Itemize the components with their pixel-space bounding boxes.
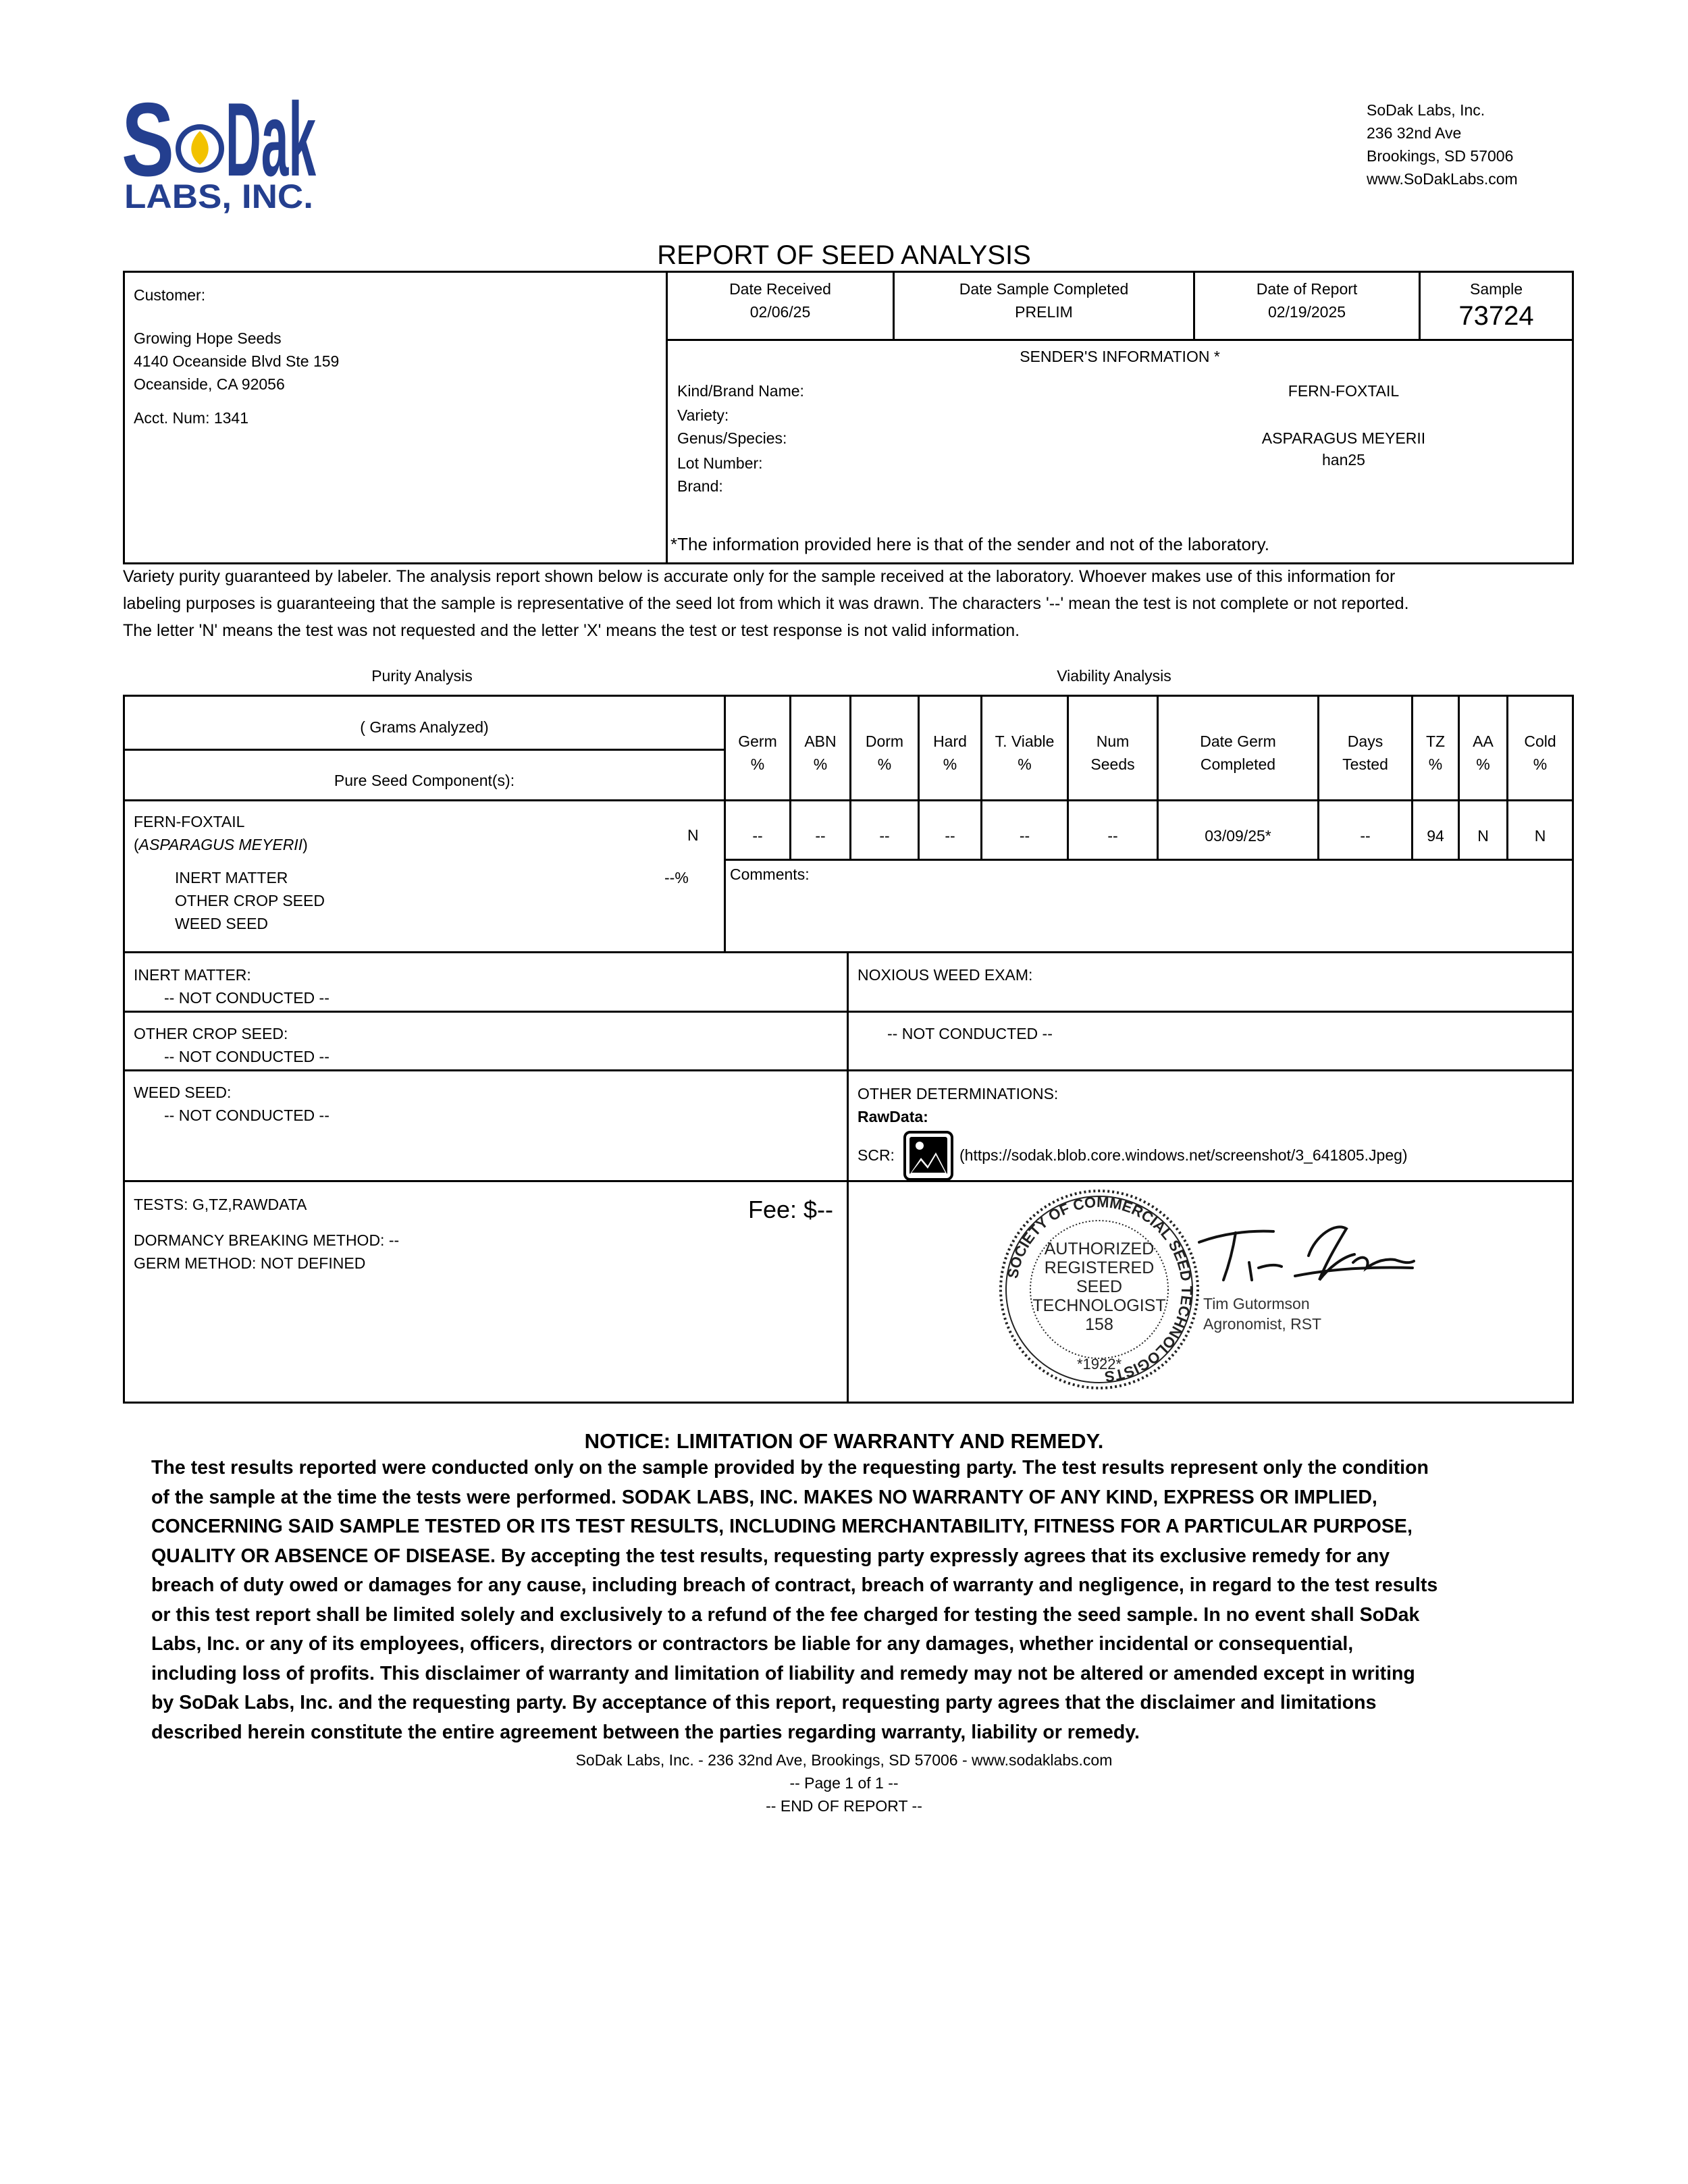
lot-label: Lot Number: <box>677 454 763 472</box>
abn-value: -- <box>815 827 826 845</box>
genus-value: ASPARAGUS MEYERII <box>1261 429 1426 447</box>
logo-subtitle: LABS, INC. <box>124 178 313 215</box>
svg-text:158: 158 <box>1085 1315 1113 1334</box>
col-header-germ: Germ % <box>738 733 777 773</box>
component-latin: (ASPARAGUS MEYERII) <box>134 836 308 853</box>
noxious-weed-label: NOXIOUS WEED EXAM: <box>858 966 1033 984</box>
date-completed-value: PRELIM <box>1015 303 1073 321</box>
customer-name: Growing Hope Seeds <box>134 329 282 347</box>
other-crop-seed-heading: OTHER CROP SEED: <box>134 1025 288 1042</box>
customer-block <box>134 284 339 429</box>
date-of-report-label: Date of Report <box>1256 280 1358 298</box>
lab-address-line: 236 32nd Ave <box>1367 124 1462 142</box>
scr-label: SCR: <box>858 1146 895 1164</box>
component-name: FERN-FOXTAIL <box>134 813 245 830</box>
other-determinations-label: OTHER DETERMINATIONS: <box>858 1085 1059 1102</box>
notice-line: by SoDak Labs, Inc. and the requesting party. By acceptance of this report, requesting party agrees that the disclaimer and limitations <box>151 1692 1377 1713</box>
dormancy-method: DORMANCY BREAKING METHOD: -- <box>134 1231 400 1249</box>
inert-matter-status: -- NOT CONDUCTED -- <box>164 989 329 1007</box>
end-of-report: -- END OF REPORT -- <box>766 1797 922 1815</box>
divider <box>123 1069 1574 1071</box>
col-header-hard: Hard % <box>933 733 967 773</box>
dorm-value: -- <box>879 827 890 845</box>
brand-label: Brand: <box>677 477 723 495</box>
lab-address-line: SoDak Labs, Inc. <box>1367 101 1485 119</box>
col-header-cold: Cold % <box>1524 733 1556 773</box>
col-header-abn: ABN % <box>804 733 837 773</box>
logo-mark <box>122 81 317 215</box>
weed-seed-label: WEED SEED <box>175 915 269 932</box>
date-received-label: Date Received <box>729 280 831 298</box>
notice-line: including loss of profits. This disclaimer of warranty and limitation of liability and remedy may not be altered or amended except in writing <box>151 1662 1415 1684</box>
svg-text:TECHNOLOGIST: TECHNOLOGIST <box>1032 1296 1166 1315</box>
component-purity-value: N <box>687 826 699 844</box>
inert-matter-label: INERT MATTER <box>175 869 288 886</box>
viability-analysis-header: Viability Analysis <box>1057 667 1171 685</box>
date-of-report-value: 02/19/2025 <box>1267 303 1346 321</box>
sample-value: 73724 <box>1458 301 1534 331</box>
notice-line: Labs, Inc. or any of its employees, officers, directors or contractors be liable for any damages, whether incidental or consequential, <box>151 1633 1354 1655</box>
disclaimer-line: The letter 'N' means the test was not requested and the letter 'X' means the test or test response is not valid information. <box>123 621 1020 640</box>
lab-website: www.SoDakLabs.com <box>1367 170 1518 188</box>
divider <box>123 1180 1574 1182</box>
sample-label: Sample <box>1470 280 1523 298</box>
hard-value: -- <box>945 827 955 845</box>
purity-breakdown <box>175 866 325 935</box>
svg-text:REGISTERED: REGISTERED <box>1044 1258 1155 1277</box>
tests-performed: TESTS: G,TZ,RAWDATA <box>134 1196 307 1213</box>
inert-matter-heading: INERT MATTER: <box>134 966 251 984</box>
divider <box>123 1011 1574 1013</box>
notice-line: breach of duty owed or damages for any cause, including breach of contract, breach of warranty and negligence, in regard to the test results <box>151 1574 1438 1596</box>
comments-label: Comments: <box>730 865 810 883</box>
scr-link[interactable]: (https://sodak.blob.core.windows.net/screenshot/3_641805.Jpeg) <box>959 1146 1408 1164</box>
date-of-report <box>1195 277 1419 323</box>
account-number: Acct. Num: 1341 <box>134 409 249 427</box>
lot-value: han25 <box>1322 451 1365 469</box>
methods <box>134 1229 399 1275</box>
t-viable-value: -- <box>1019 827 1030 845</box>
notice-line: of the sample at the time the tests were performed. SODAK LABS, INC. MAKES NO WARRANTY OF ANY KIND, EXPRESS OR IMPLIED, <box>151 1486 1377 1508</box>
svg-text:SEED: SEED <box>1076 1277 1123 1296</box>
col-header-date-germ: Date Germ Completed <box>1200 733 1276 773</box>
kind-label: Kind/Brand Name: <box>677 382 804 400</box>
report-title: REPORT OF SEED ANALYSIS <box>657 240 1031 270</box>
pure-seed-component <box>134 810 308 856</box>
cold-value: N <box>1534 827 1546 845</box>
pure-seed-component-header: Pure Seed Component(s): <box>334 772 515 789</box>
seal-ring-text: SOCIETY OF COMMERCIAL SEED TECHNOLOGISTS <box>1004 1193 1196 1385</box>
col-header-num-seeds: Num Seeds <box>1090 733 1135 773</box>
footer <box>0 1749 1688 1817</box>
num-seeds-value: -- <box>1107 827 1118 845</box>
genus-label: Genus/Species: <box>677 429 787 447</box>
disclaimer-line: labeling purposes is guaranteeing that the sample is representative of the seed lot from which it was drawn. The characters '--' mean the test is not complete or not reported. <box>123 594 1409 613</box>
weed-seed-heading: WEED SEED: <box>134 1084 232 1101</box>
divider <box>123 749 725 751</box>
sodak-logo <box>122 81 317 215</box>
col-header-t-viable: T. Viable % <box>995 733 1055 773</box>
other-crop-seed-section <box>134 1022 329 1068</box>
col-header-aa: AA % <box>1473 733 1494 773</box>
image-icon[interactable] <box>903 1131 953 1181</box>
notice-line: CONCERNING SAID SAMPLE TESTED OR ITS TEST RESULTS, INCLUDING MERCHANTABILITY, FITNESS FOR A PARTICULAR PURPOSE, <box>151 1516 1413 1537</box>
svg-text:*1922*: *1922* <box>1076 1356 1122 1373</box>
notice-title: NOTICE: LIMITATION OF WARRANTY AND REMEDY. <box>584 1429 1104 1453</box>
sender-footnote: *The information provided here is that of the sender and not of the laboratory. <box>670 534 1269 554</box>
notice-line: described herein constitute the entire agreement between the parties regarding warranty, liability or remedy. <box>151 1721 1140 1743</box>
customer-label: Customer: <box>134 286 206 304</box>
customer-address: 4140 Oceanside Blvd Ste 159 <box>134 352 340 370</box>
variety-label: Variety: <box>677 406 729 424</box>
days-tested-value: -- <box>1360 827 1371 845</box>
col-header-days-tested: Days Tested <box>1342 733 1388 773</box>
divider <box>847 951 849 1404</box>
weed-seed-section <box>134 1081 329 1127</box>
sample-number <box>1421 277 1572 331</box>
grams-analyzed: ( Grams Analyzed) <box>360 718 489 736</box>
weed-seed-status: -- NOT CONDUCTED -- <box>164 1107 329 1124</box>
date-received <box>668 277 893 323</box>
rawdata-label: RawData: <box>858 1108 928 1125</box>
customer-city: Oceanside, CA 92056 <box>134 375 285 393</box>
aa-value: N <box>1477 827 1489 845</box>
fee: Fee: $-- <box>748 1196 834 1223</box>
tz-value: 94 <box>1427 827 1444 845</box>
notice-body <box>151 1454 1438 1747</box>
logo-letter-s: S <box>122 81 174 198</box>
lab-address <box>1367 99 1518 190</box>
purity-analysis-header: Purity Analysis <box>371 667 473 685</box>
col-header-dorm: Dorm % <box>865 733 904 773</box>
divider <box>123 799 1574 801</box>
germ-value: -- <box>752 827 763 845</box>
date-completed <box>895 277 1193 323</box>
page-number: -- Page 1 of 1 -- <box>789 1774 899 1792</box>
logo-letters-dak: Dak <box>226 81 317 198</box>
signer-block <box>1203 1294 1321 1334</box>
footer-address: SoDak Labs, Inc. - 236 32nd Ave, Brookings, SD 57006 - www.sodaklabs.com <box>575 1751 1113 1769</box>
germ-method: GERM METHOD: NOT DEFINED <box>134 1254 366 1272</box>
disclaimer-line: Variety purity guaranteed by labeler. The analysis report shown below is accurate only for the sample received at the laboratory. Whoever makes use of this information for <box>123 567 1396 586</box>
other-crop-seed-label: OTHER CROP SEED <box>175 892 325 909</box>
inert-matter-value: --% <box>664 869 689 886</box>
svg-text:AUTHORIZED: AUTHORIZED <box>1044 1240 1155 1258</box>
noxious-weed-status: -- NOT CONDUCTED -- <box>887 1025 1053 1042</box>
notice-line: QUALITY OR ABSENCE OF DISEASE. By accepting the test results, requesting party expressly agrees that its exclusive remedy for any <box>151 1545 1390 1567</box>
lab-address-line: Brookings, SD 57006 <box>1367 147 1514 165</box>
notice-line: or this test report shall be limited solely and exclusively to a refund of the fee charged for testing the seed sample. In no event shall SoDak <box>151 1603 1420 1626</box>
col-header-tz: TZ % <box>1425 733 1446 773</box>
signer-name: Tim Gutormson <box>1203 1295 1310 1312</box>
variety-disclaimer <box>123 563 1409 644</box>
divider <box>666 339 1574 341</box>
date-completed-label: Date Sample Completed <box>959 280 1129 298</box>
notice-line: The test results reported were conducted only on the sample provided by the requesting party. The test results represent only the condition <box>151 1457 1429 1479</box>
sender-title: SENDER'S INFORMATION * <box>1020 348 1220 365</box>
signer-title: Agronomist, RST <box>1203 1315 1322 1333</box>
inert-matter-section <box>134 963 329 1009</box>
date-germ-value: 03/09/25* <box>1205 827 1271 845</box>
signature <box>1194 1215 1417 1293</box>
registered-seal <box>998 1188 1201 1391</box>
other-crop-seed-status: -- NOT CONDUCTED -- <box>164 1048 329 1065</box>
date-received-value: 02/06/25 <box>749 303 811 321</box>
kind-value: FERN-FOXTAIL <box>1288 382 1400 400</box>
